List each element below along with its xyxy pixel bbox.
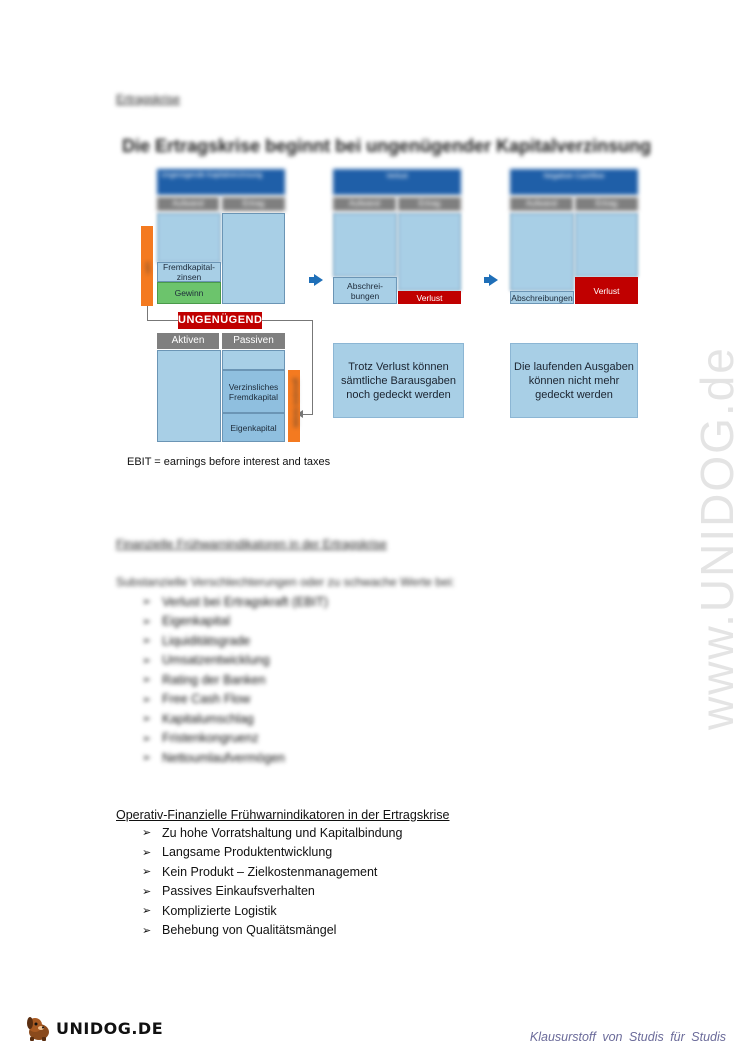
- financial-section-title: Finanzielle Frühwarnindikatoren in der Ertragskrise: [116, 537, 387, 551]
- financial-section-intro: Substanzielle Verschlechterungen oder zu schwache Werte bei:: [116, 575, 455, 589]
- arrow-bullet-icon: ➢: [142, 713, 152, 726]
- balance-assets-area: [157, 350, 221, 442]
- panel1-profit-cell: Gewinn: [157, 282, 221, 304]
- panel1-col-left: Aufwand: [157, 197, 219, 211]
- panel3-revenue-area: [575, 213, 638, 277]
- connector-line: [312, 320, 313, 414]
- arrow-right-icon: [484, 274, 498, 286]
- arrow-bullet-icon: ➢: [142, 827, 152, 840]
- ebit-bar-label: EBIT: [144, 262, 150, 276]
- document-heading: Ertragskrise: [116, 92, 181, 106]
- panel3-loss-cell: Verlust: [575, 277, 638, 304]
- balance-equity-cell: Eigenkapital: [222, 413, 285, 442]
- brand-name: UNIDOG.DE: [56, 1018, 164, 1038]
- list-item: ➢ Kapitalumschlag: [142, 711, 254, 726]
- list-item: ➢ Umsatzentwicklung: [142, 653, 270, 668]
- arrow-bullet-icon: ➢: [142, 635, 152, 648]
- list-item: ➢ Langsame Produktentwicklung: [142, 845, 333, 860]
- insufficient-badge: UNGENÜGEND: [178, 312, 262, 329]
- list-item: ➢ Kein Produkt – Zielkostenmanagement: [142, 864, 378, 879]
- panel2-col-right: Ertrag: [398, 197, 461, 211]
- arrow-bullet-icon: ➢: [142, 752, 152, 765]
- list-item: ➢ Nettoumlaufvermögen: [142, 750, 285, 765]
- connector-line: [147, 306, 148, 320]
- list-item: ➢ Komplizierte Logistik: [142, 903, 277, 918]
- panel3-col-right: Ertrag: [575, 197, 638, 211]
- footer-tagline: Klausurstoff von Studis für Studis: [529, 1030, 726, 1044]
- panel2-header: Verlust: [333, 169, 461, 195]
- panel2-depreciation-cell: Abschrei-bungen: [333, 277, 397, 304]
- balance-debt-cell: Verzinsliches Fremdkapital: [222, 370, 285, 413]
- financial-section: [116, 537, 676, 768]
- list-item: ➢ Passives Einkaufsverhalten: [142, 884, 315, 899]
- panel1-header: Ungenügende Kapitalverzinsung: [157, 169, 285, 195]
- arrow-bullet-icon: ➢: [142, 615, 152, 628]
- list-item: ➢ Verlust bei Ertragskraft (EBIT): [142, 594, 329, 609]
- panel3-note: Die laufenden Ausgaben können nicht mehr gedeckt werden: [510, 343, 638, 418]
- arrow-bullet-icon: ➢: [142, 866, 152, 879]
- diagram-title: Die Ertragskrise beginnt bei ungenügender Kapitalverzinsung: [122, 136, 652, 156]
- arrow-bullet-icon: ➢: [142, 924, 152, 937]
- ebit-definition: EBIT = earnings before interest and taxes: [127, 456, 331, 468]
- panel2-expense-area: [333, 213, 397, 277]
- panel1-revenue-area: [222, 213, 285, 304]
- arrow-right-icon: [309, 274, 323, 286]
- arrow-bullet-icon: ➢: [142, 596, 152, 609]
- list-item: ➢ Behebung von Qualitätsmängel: [142, 923, 337, 938]
- balance-liabilities-top: [222, 350, 285, 370]
- arrow-bullet-icon: ➢: [142, 905, 152, 918]
- panel1-expense-area: [157, 213, 221, 263]
- watermark: www.UNIDOG.de: [691, 346, 743, 730]
- panel1-interest-cell: Fremdkapital-zinsen: [157, 262, 221, 282]
- arrow-bullet-icon: ➢: [142, 654, 152, 667]
- list-item: ➢ Zu hohe Vorratshaltung und Kapitalbindung: [142, 825, 403, 840]
- list-item: ➢ Fristenkongruenz: [142, 731, 259, 746]
- operative-indicator-list: [142, 823, 676, 940]
- arrow-bullet-icon: ➢: [142, 674, 152, 687]
- panel3-expense-area: [510, 213, 574, 291]
- panel2-col-left: Aufwand: [333, 197, 396, 211]
- list-item: ➢ Liquiditätsgrade: [142, 633, 251, 648]
- balance-col-right: Passiven: [222, 333, 285, 349]
- financial-indicator-list: [142, 592, 676, 768]
- list-item: ➢ Eigenkapital: [142, 614, 231, 629]
- panel2-revenue-area: [398, 213, 461, 291]
- panel3-col-left: Aufwand: [510, 197, 573, 211]
- panel3-header: Negativer Cashflow: [510, 169, 638, 195]
- list-item: ➢ Free Cash Flow: [142, 692, 251, 707]
- panel2-loss-cell: Verlust: [398, 291, 461, 304]
- arrow-bullet-icon: ➢: [142, 732, 152, 745]
- list-item: ➢ Rating der Banken: [142, 672, 266, 687]
- panel2-note: Trotz Verlust können sämtliche Barausgaben noch gedeckt werden: [333, 343, 464, 418]
- footer-brand[interactable]: [24, 1013, 163, 1043]
- operative-section: [116, 808, 676, 940]
- balance-col-left: Aktiven: [157, 333, 219, 349]
- arrow-bullet-icon: ➢: [142, 846, 152, 859]
- operative-section-title: Operativ-Finanzielle Frühwarnindikatoren in der Ertragskrise: [116, 808, 450, 822]
- panel1-col-right: Ertrag: [222, 197, 285, 211]
- required-return-label: geforderte Rendite: [292, 378, 298, 428]
- arrow-bullet-icon: ➢: [142, 693, 152, 706]
- dog-logo-icon: [24, 1013, 54, 1043]
- panel3-depreciation-cell: Abschreibungen: [511, 292, 573, 303]
- arrow-bullet-icon: ➢: [142, 885, 152, 898]
